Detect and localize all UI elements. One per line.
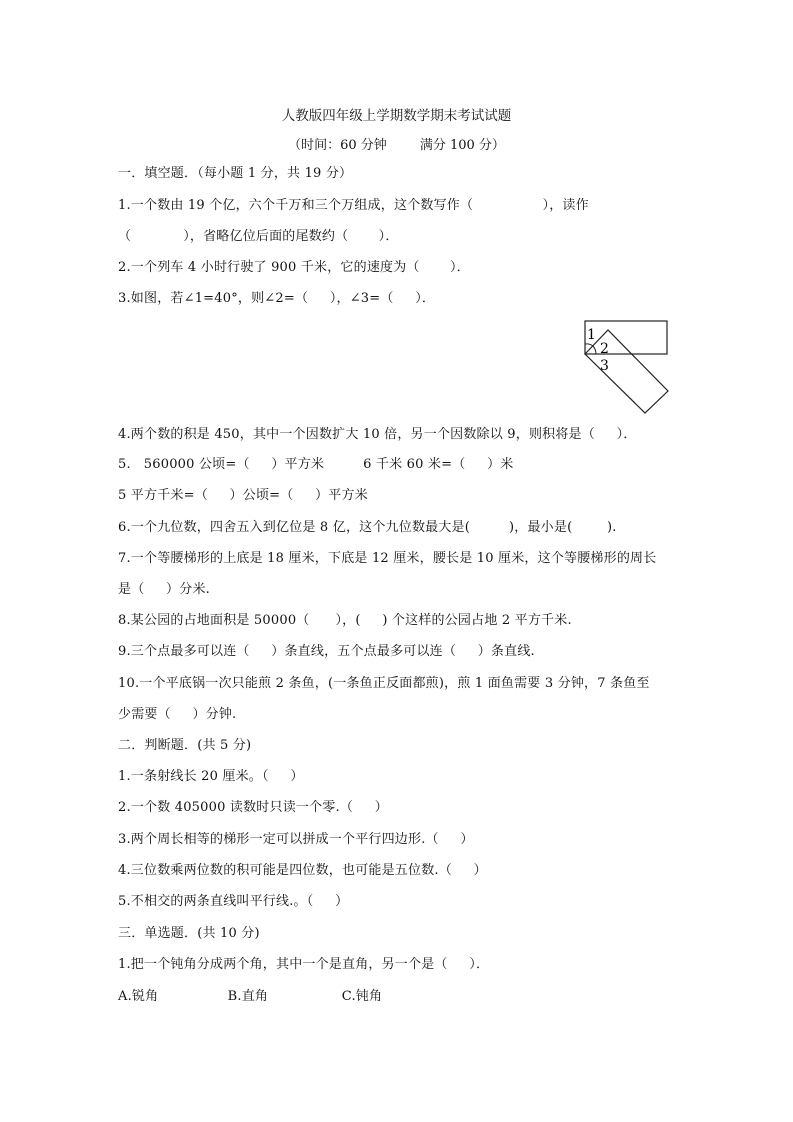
question-line: 5 平方千米=（ ）公顷=（ ）平方米 xyxy=(118,488,368,503)
question-line: 是（ ）分米. xyxy=(118,582,210,597)
question-line: 4.三位数乘两位数的积可能是四位数，也可能是五位数.（ ） xyxy=(118,863,487,878)
angle-figure xyxy=(580,316,672,416)
section-heading: 二．判断题．(共 5 分) xyxy=(118,738,252,753)
angle-arc-1 xyxy=(585,344,593,346)
angle-arc-2 xyxy=(593,346,596,354)
question-line: 1.一个数由 19 个亿，六个千万和三个万组成，这个数写作（ ），读作 xyxy=(118,198,589,213)
question-line: 7.一个等腰梯形的上底是 18 厘米，下底是 12 厘米，腰长是 10 厘米，这个等腰梯形的周长 xyxy=(118,551,657,566)
question-line: 1.把一个钝角分成两个角，其中一个是直角，另一个是（ ）． xyxy=(118,957,490,972)
question-line: 1.一条射线长 20 厘米。（ ） xyxy=(118,769,304,784)
question-line: 10.一个平底锅一次只能煎 2 条鱼，(一条鱼正反面都煎)，煎 1 面鱼需要 3 分钟，7 条鱼至 xyxy=(118,676,650,691)
section-heading: 三．单选题．(共 10 分) xyxy=(118,926,260,941)
question-line: 6.一个九位数，四舍五入到亿位是 8 亿，这个九位数最大是( )，最小是( ). xyxy=(118,520,617,535)
question-line: 3.两个周长相等的梯形一定可以拼成一个平行四边形.（ ） xyxy=(118,832,474,847)
question-line: 2.一个列车 4 小时行驶了 900 千米，它的速度为（ ）． xyxy=(118,260,470,275)
question-line: 5. 560000 公顷=（ ）平方米 6 千米 60 米=（ ）米 xyxy=(118,457,514,472)
angle-label-2: 2 xyxy=(600,341,609,357)
answer-options: A.锐角 B.直角 C.钝角 xyxy=(118,989,383,1004)
question-line: 9.三个点最多可以连（ ）条直线，五个点最多可以连（ ）条直线. xyxy=(118,644,535,659)
question-line: 5.不相交的两条直线叫平行线.。（ ） xyxy=(118,894,349,909)
question-line: 2.一个数 405000 读数时只读一个零.（ ） xyxy=(118,800,388,815)
angle-label-3: 3 xyxy=(600,358,609,374)
question-line: 8.某公园的占地面积是 50000（ ），( ) 个这样的公园占地 2 平方千米. xyxy=(118,613,572,628)
question-line: 3.如图，若∠1=40°，则∠2=（ ），∠3=（ ）． xyxy=(118,291,436,306)
question-line: （ ），省略亿位后面的尾数约（ ）． xyxy=(118,229,399,244)
angle-label-1: 1 xyxy=(587,327,596,343)
section-heading: 一．填空题．（每小题 1 分，共 19 分） xyxy=(118,166,353,181)
question-line: 少需要（ ）分钟. xyxy=(118,707,237,722)
tilted-rectangle xyxy=(585,330,668,413)
question-line: 4.两个数的积是 450，其中一个因数扩大 10 倍，另一个因数除以 9，则积将是（ ）． xyxy=(118,427,637,442)
exam-title: 人教版四年级上学期数学期末考试试题 xyxy=(281,108,512,124)
exam-subtitle: （时间：60 分钟 满分 100 分） xyxy=(288,138,505,153)
